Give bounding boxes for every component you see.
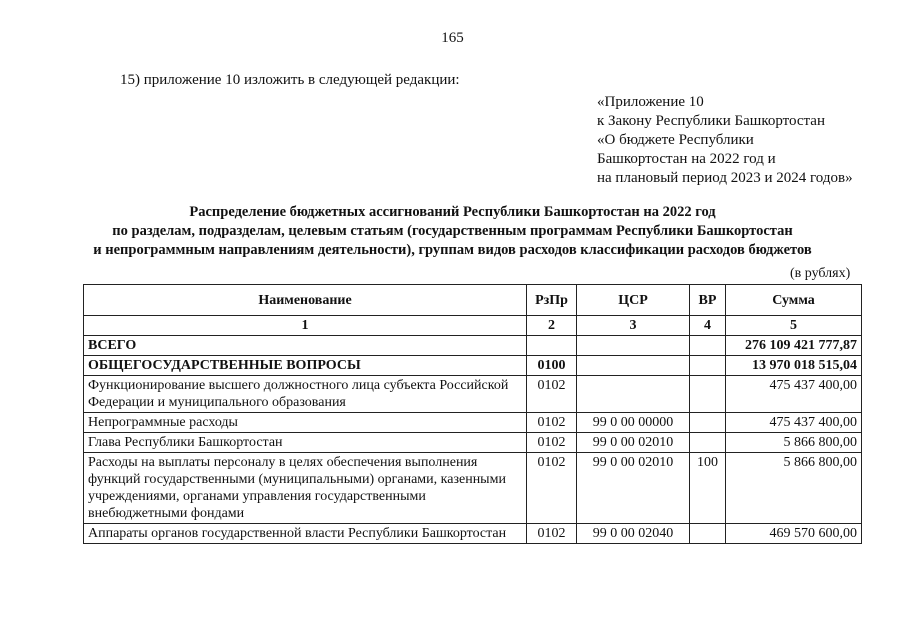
document-title	[0, 203, 905, 260]
column-number: 4	[690, 316, 726, 336]
table-row	[84, 524, 862, 544]
cell-name: ОБЩЕГОСУДАРСТВЕННЫЕ ВОПРОСЫ	[84, 356, 527, 376]
header-rzpr: РзПр	[527, 285, 577, 316]
cell-vr	[690, 356, 726, 376]
cell-csr: 99 0 00 02040	[577, 524, 690, 544]
table-row	[84, 413, 862, 433]
table-row	[84, 453, 862, 524]
cell-vr	[690, 376, 726, 413]
cell-vr	[690, 433, 726, 453]
cell-sum: 5 866 800,00	[726, 433, 862, 453]
table-row	[84, 336, 862, 356]
cell-name: Функционирование высшего должностного лица субъекта Российской Федерации и муниципального образования	[84, 376, 527, 413]
cell-csr	[577, 376, 690, 413]
table-header-row	[84, 285, 862, 316]
cell-name: Аппараты органов государственной власти Республики Башкортостан	[84, 524, 527, 544]
header-vr: ВР	[690, 285, 726, 316]
table-row	[84, 433, 862, 453]
cell-sum: 5 866 800,00	[726, 453, 862, 524]
appendix-line: к Закону Республики Башкортостан	[597, 113, 825, 129]
cell-vr	[690, 524, 726, 544]
appendix-header	[597, 93, 853, 188]
cell-vr	[690, 336, 726, 356]
cell-rzpr: 0102	[527, 376, 577, 413]
appendix-line: Башкортостан на 2022 год и	[597, 151, 776, 167]
cell-vr	[690, 413, 726, 433]
page-number: 165	[441, 30, 464, 46]
cell-csr	[577, 356, 690, 376]
header-csr: ЦСР	[577, 285, 690, 316]
cell-name: Непрограммные расходы	[84, 413, 527, 433]
appendix-line: на плановый период 2023 и 2024 годов»	[597, 170, 853, 186]
appendix-line: «Приложение 10	[597, 94, 704, 110]
cell-csr: 99 0 00 00000	[577, 413, 690, 433]
appendix-line: «О бюджете Республики	[597, 132, 754, 148]
cell-sum: 475 437 400,00	[726, 376, 862, 413]
column-number: 2	[527, 316, 577, 336]
column-number: 5	[726, 316, 862, 336]
cell-rzpr: 0102	[527, 433, 577, 453]
cell-name: Расходы на выплаты персоналу в целях обеспечения выполнения функций государственными (муниципальными) органами, казенными учреждениями, органами управления государственными внебюджетными фондами	[84, 453, 527, 524]
cell-rzpr: 0102	[527, 453, 577, 524]
cell-name: Глава Республики Башкортостан	[84, 433, 527, 453]
cell-vr: 100	[690, 453, 726, 524]
table-row	[84, 356, 862, 376]
cell-sum: 469 570 600,00	[726, 524, 862, 544]
cell-sum: 276 109 421 777,87	[726, 336, 862, 356]
cell-rzpr	[527, 336, 577, 356]
cell-csr: 99 0 00 02010	[577, 433, 690, 453]
intro-text: 15) приложение 10 изложить в следующей редакции:	[120, 72, 460, 88]
column-number-row	[84, 316, 862, 336]
cell-sum: 475 437 400,00	[726, 413, 862, 433]
cell-rzpr: 0102	[527, 524, 577, 544]
table-row	[84, 376, 862, 413]
header-name: Наименование	[84, 285, 527, 316]
cell-csr	[577, 336, 690, 356]
unit-label: (в рублях)	[790, 266, 851, 281]
header-sum: Сумма	[726, 285, 862, 316]
cell-rzpr: 0102	[527, 413, 577, 433]
cell-sum: 13 970 018 515,04	[726, 356, 862, 376]
title-line: по разделам, подразделам, целевым статьям (государственным программам Республики Башкортостан	[112, 223, 793, 239]
column-number: 3	[577, 316, 690, 336]
budget-table	[83, 284, 862, 544]
cell-name: ВСЕГО	[84, 336, 527, 356]
title-line: и непрограммным направлениям деятельности), группам видов расходов классификации расходов бюджетов	[93, 242, 812, 258]
cell-rzpr: 0100	[527, 356, 577, 376]
cell-csr: 99 0 00 02010	[577, 453, 690, 524]
title-line: Распределение бюджетных ассигнований Республики Башкортостан на 2022 год	[189, 204, 716, 220]
column-number: 1	[84, 316, 527, 336]
